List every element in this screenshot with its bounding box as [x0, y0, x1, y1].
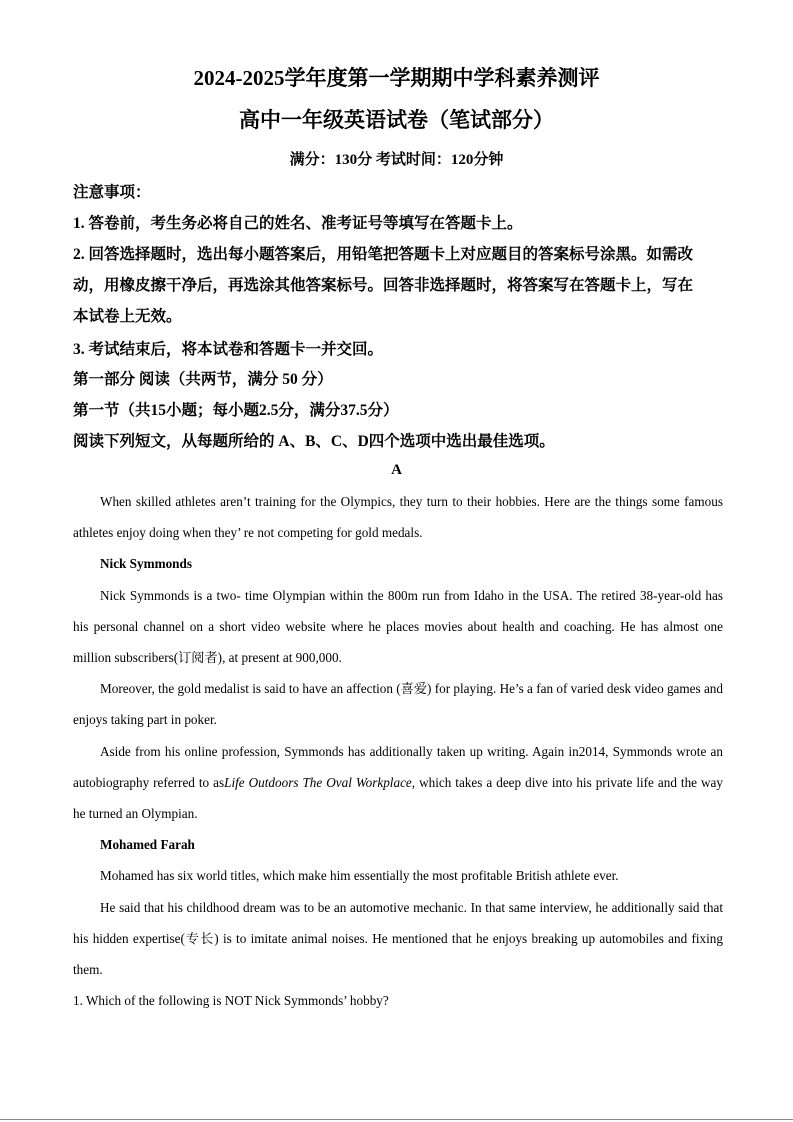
- reading-direction: 阅读下列短文，从每题所给的 A、B、C、D四个选项中选出最佳选项。: [73, 433, 555, 450]
- score-time-info: 满分：130分 考试时间：120分钟: [289, 152, 504, 168]
- paragraph-3-text-start: Aside from his online profession, Symmonds has additionally taken up writing. Again in2014, Symmonds wrote an autobiography referred to as: [73, 743, 723, 790]
- notice-item-2-line-1: 2. 回答选择题时，选出每小题答案后，用铅笔把答题卡上对应题目的答案标号涂黑。如需改: [73, 246, 694, 263]
- athlete-name-farah: Mohamed Farah: [100, 837, 195, 853]
- passage-paragraph-2: Moreover, the gold medalist is said to have an affection (喜爱) for playing. He’s a fan of varied desk video games and enjoys taking part in poker.: [73, 681, 723, 728]
- paragraph-3-text-end: , which takes a deep dive into his private life and the way he turned an Olympian.: [73, 774, 723, 822]
- notice-item-1: 1. 答卷前，考生务必将自己的姓名、准考证号等填写在答题卡上。: [73, 215, 523, 232]
- passage-paragraph-5: He said that his childhood dream was to be an automotive mechanic. In that same interview, he additionally said that his hidden expertise(专长) is to imitate animal noises. He mentioned that he enjoys breaking up automobiles and fixing them.: [73, 899, 723, 978]
- athlete-name-symmonds: Nick Symmonds: [100, 556, 192, 572]
- notice-item-3: 3. 考试结束后，将本试卷和答题卡一并交回。: [73, 341, 384, 358]
- book-title: Life Outdoors The Oval Workplace: [224, 774, 412, 790]
- notice-item-2-line-2: 动，用橡皮擦干净后，再选涂其他答案标号。回答非选择题时，将答案写在答题卡上，写在: [73, 277, 694, 294]
- passage-intro: When skilled athletes aren’t training for the Olympics, they turn to their hobbies. Here are the things some famous athletes enjoy doing when they’ re not competing for gold medals.: [73, 494, 723, 541]
- question-1: 1. Which of the following is NOT Nick Symmonds’ hobby?: [73, 993, 389, 1009]
- section-one-heading: 第一节（共15小题；每小题2.5分，满分37.5分）: [73, 402, 399, 419]
- notice-item-2-line-3: 本试卷上无效。: [73, 308, 182, 325]
- notice-heading: 注意事项：: [73, 184, 151, 201]
- page-bottom-divider: [0, 1119, 793, 1120]
- passage-paragraph-4: Mohamed has six world titles, which make him essentially the most profitable British athlete ever.: [100, 868, 619, 884]
- passage-paragraph-3: [73, 736, 723, 830]
- exam-subtitle: 高中一年级英语试卷（笔试部分）: [239, 108, 554, 132]
- reading-passage: [73, 486, 723, 1016]
- part-one-heading: 第一部分 阅读（共两节，满分 50 分）: [73, 371, 333, 388]
- passage-label: A: [391, 462, 402, 478]
- passage-paragraph-1: Nick Symmonds is a two- time Olympian within the 800m run from Idaho in the USA. The retired 38-year-old has his personal channel on a short video website where he places movies about health and coaching. He has almost one million subscribers(订阅者), at present at 900,000.: [73, 587, 723, 666]
- exam-title: 2024-2025学年度第一学期期中学科素养测评: [193, 66, 600, 90]
